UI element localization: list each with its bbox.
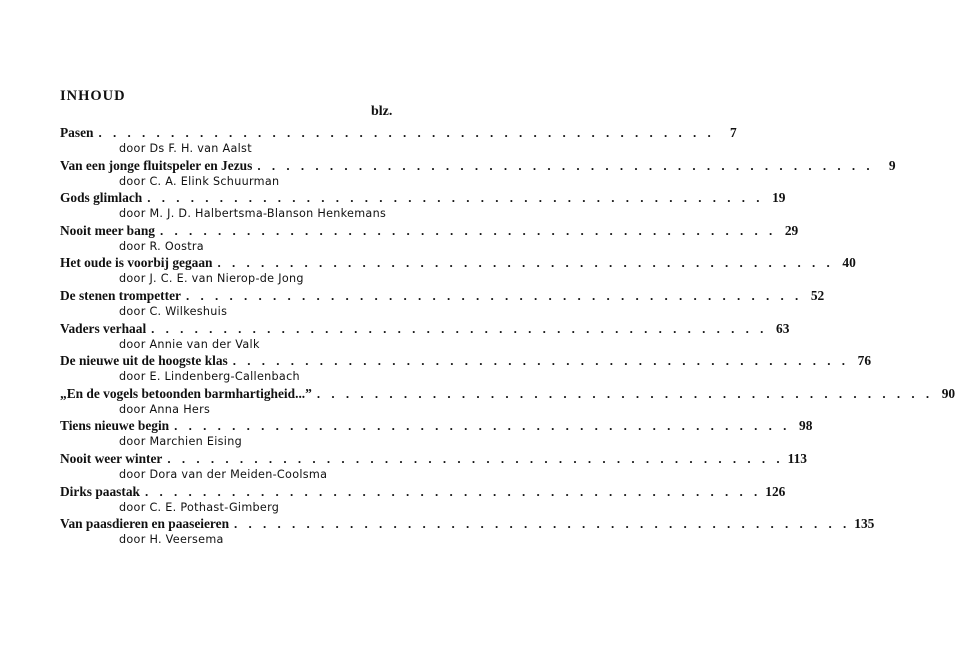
toc-entry <box>60 418 813 451</box>
entry-author: door Anna Hers <box>119 402 211 416</box>
entry-author: door Annie van der Valk <box>119 337 260 351</box>
toc-entry <box>60 353 872 386</box>
entry-title: Van een jonge fluitspeler en Jezus <box>60 157 253 173</box>
toc-entry <box>60 385 955 419</box>
entry-author: door E. Lindenberg-Callenbach <box>119 370 300 384</box>
toc-entry <box>60 287 825 321</box>
entry-page-number: 113 <box>787 450 807 466</box>
dot-leader: . . . . . . . . . . . . . . . . . . . . . . . . . . . . . . . . . . . . . . . . . . . <box>232 353 850 369</box>
dot-leader: . . . . . . . . . . . . . . . . . . . . . . . . . . . . . . . . . . . . . . . . . . . <box>159 222 777 238</box>
table-of-contents <box>60 125 955 549</box>
entry-title: Van paasdieren en paaseieren <box>60 516 230 532</box>
entry-author: door R. Oostra <box>119 239 204 253</box>
entry-title: Vaders verhaal <box>60 320 147 336</box>
dot-leader: . . . . . . . . . . . . . . . . . . . . . . . . . . . . . . . . . . . . . . . . . . . <box>257 157 874 173</box>
dot-leader: . . . . . . . . . . . . . . . . . . . . . . . . . . . . . . . . . . . . . . . . . . . <box>151 320 768 336</box>
entry-author: door H. Veersema <box>119 533 224 547</box>
toc-entry <box>60 483 786 517</box>
entry-title: „En de vogels betoonden barmhartigheid...” <box>60 385 312 401</box>
entry-title: Nooit meer bang <box>60 222 155 238</box>
toc-entry <box>60 320 790 354</box>
entry-page-number: 90 <box>941 385 955 401</box>
entry-title: Tiens nieuwe begin <box>60 418 170 434</box>
entry-author: door C. A. Elink Schuurman <box>119 174 280 188</box>
toc-entry <box>60 157 896 191</box>
entry-author: door C. E. Pothast-Gimberg <box>119 500 280 514</box>
dot-leader: . . . . . . . . . . . . . . . . . . . . . . . . . . . . . . . . . . . . . . . . . . . <box>217 255 834 271</box>
entry-page-number: 7 <box>730 125 737 140</box>
entry-page-number: 135 <box>854 516 875 532</box>
dot-leader: . . . . . . . . . . . . . . . . . . . . . . . . . . . . . . . . . . . . . . . . . . . <box>145 483 762 499</box>
entry-author: door J. C. E. van Nierop-de Jong <box>119 272 304 286</box>
entry-title: Dirks paastak <box>60 483 140 499</box>
entry-title: Pasen <box>60 125 94 140</box>
entry-title: Het oude is voorbij gegaan <box>60 255 213 271</box>
entry-page-number: 52 <box>810 287 825 303</box>
entry-author: door Ds F. H. van Aalst <box>119 142 252 155</box>
entry-author: door Marchien Eising <box>119 435 242 449</box>
entry-page-number: 19 <box>772 190 786 206</box>
entry-page-number: 126 <box>765 483 786 499</box>
entry-page-number: 63 <box>776 320 790 336</box>
entry-title: Nooit weer winter <box>60 450 163 466</box>
entry-page-number: 9 <box>888 157 896 173</box>
dot-leader: . . . . . . . . . . . . . . . . . . . . . . . . . . . . . . . . . . . . . . . . . . . <box>174 418 791 434</box>
toc-entry <box>60 516 875 549</box>
entry-author: door C. Wilkeshuis <box>119 304 228 318</box>
entry-page-number: 29 <box>784 222 799 238</box>
toc-entry <box>60 125 737 158</box>
dot-leader: . . . . . . . . . . . . . . . . . . . . . . . . . . . . . . . . . . . . . . . . . . . <box>316 385 934 401</box>
page-column-label: blz. <box>371 104 393 119</box>
entry-author: door Dora van der Meiden-Coolsma <box>119 467 328 481</box>
dot-leader: . . . . . . . . . . . . . . . . . . . . . . . . . . . . . . . . . . . . . . . . . . . <box>147 190 764 206</box>
dot-leader: . . . . . . . . . . . . . . . . . . . . . . . . . . . . . . . . . . . . . . . . . . . <box>98 125 715 140</box>
dot-leader: . . . . . . . . . . . . . . . . . . . . . . . . . . . . . . . . . . . . . . . . . . . <box>234 516 851 532</box>
entry-author: door M. J. D. Halbertsma-Blanson Henkemans <box>119 207 387 221</box>
toc-entry <box>60 190 786 223</box>
entry-page-number: 98 <box>799 418 813 434</box>
entry-page-number: 40 <box>842 255 856 271</box>
toc-entry <box>60 255 856 288</box>
entry-page-number: 76 <box>857 353 872 369</box>
toc-entry <box>60 450 807 484</box>
entry-title: De nieuwe uit de hoogste klas <box>60 353 228 369</box>
dot-leader: . . . . . . . . . . . . . . . . . . . . . . . . . . . . . . . . . . . . . . . . . . . <box>167 450 784 466</box>
toc-entry <box>60 222 799 256</box>
entry-title: De stenen trompetter <box>60 287 181 303</box>
contents-heading: INHOUD <box>60 88 126 104</box>
entry-title: Gods glimlach <box>60 190 143 206</box>
dot-leader: . . . . . . . . . . . . . . . . . . . . . . . . . . . . . . . . . . . . . . . . . . . <box>185 287 803 303</box>
